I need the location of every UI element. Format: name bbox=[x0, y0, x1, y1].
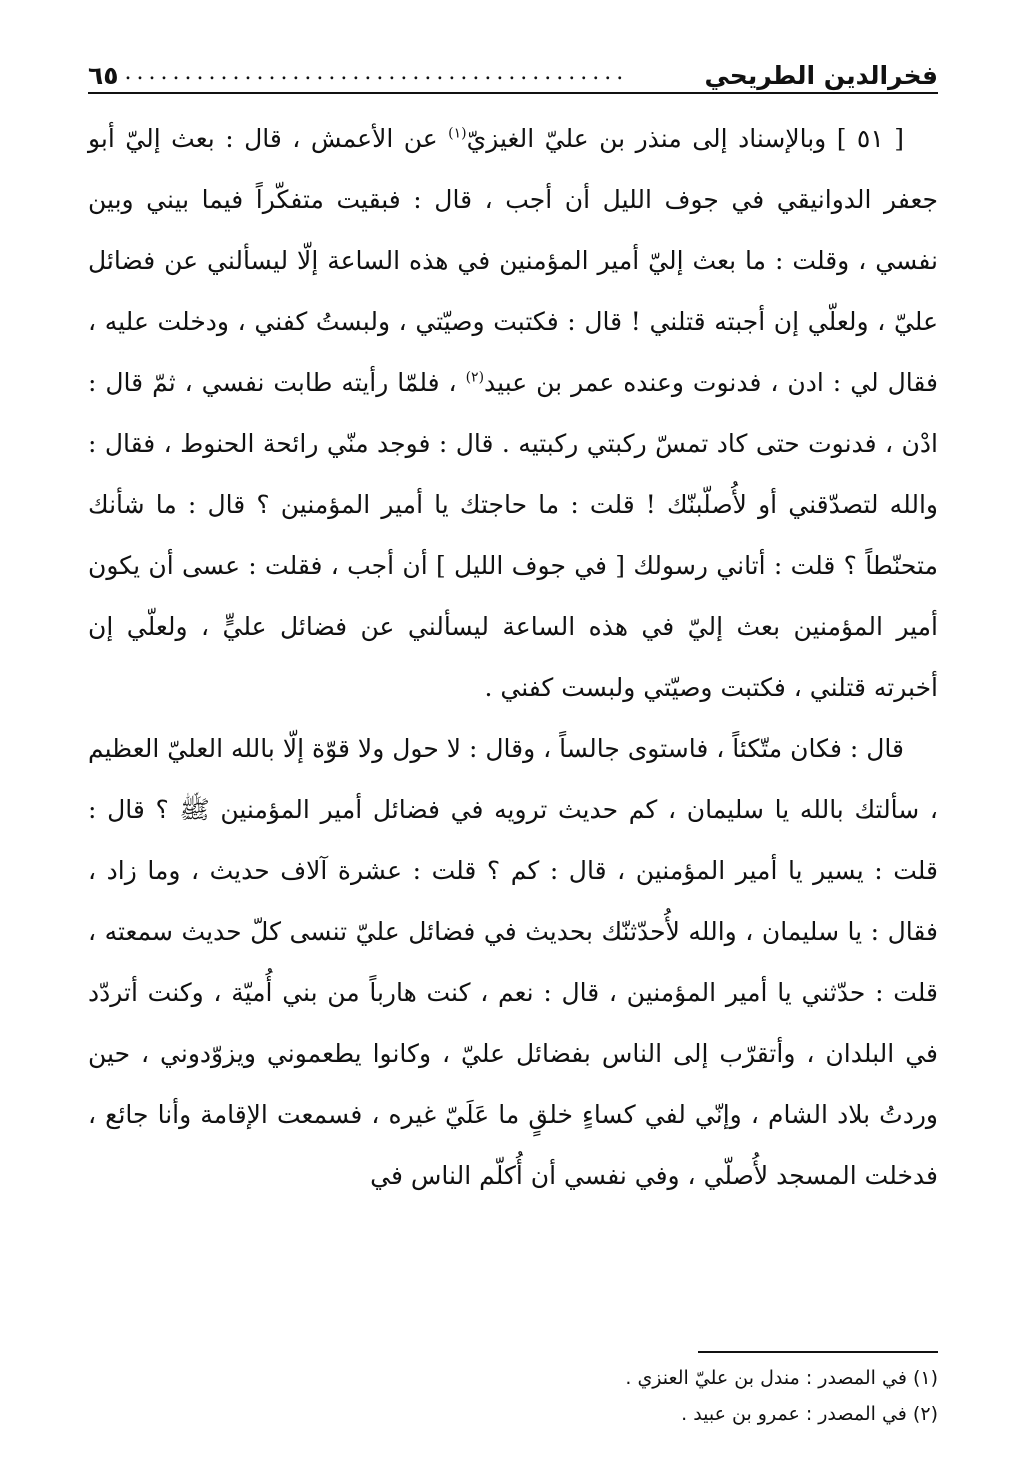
footnote-separator bbox=[698, 1351, 938, 1353]
footnote-1: (١) في المصدر : مندل بن عليّ العنزي . bbox=[625, 1367, 938, 1389]
header-leader-dots: .......................................... bbox=[124, 62, 629, 85]
header-title: فخرالدين الطريحي bbox=[704, 61, 938, 90]
paragraph-51-part-2: عن الأعمش ، قال : بعث إليّ أبو جعفر الدوانيقي في جوف الليل أن أجب ، قال : فبقيت متفكّراً فيما بيني وبين نفسي ، وقلت : ما بعث إليّ أمير المؤمنين في هذه الساعة إلّا ليسألني عن فضائل عليّ ، ولعلّي إن أجبته قتلني ! قال : فكتبت وصيّتي ، ولبستُ كفني ، ودخلت عليه ، فقال لي : ادن ، فدنوت وعنده عمر بن عبيد bbox=[88, 124, 938, 397]
footnote-area bbox=[88, 0, 938, 1477]
paragraph-2: قال : فكان متّكئاً ، فاستوى جالساً ، وقال : لا حول ولا قوّة إلّا بالله العليّ العظيم ، سألتك بالله يا سليمان ، كم حديث ترويه في فضائل أمير المؤمنين ﷺ ؟ قال : قلت : يسير يا أمير المؤمنين ، قال : كم ؟ قلت : عشرة آلاف حديث ، وما زاد ، فقال : يا سليمان ، والله لأُحدّثنّك بحديث في فضائل عليّ تنسى كلّ حديث سمعته ، قلت : حدّثني يا أمير المؤمنين ، قال : نعم ، كنت هارباً من بني أُميّة ، وكنت أتردّد في البلدان ، وأتقرّب إلى الناس بفضائل عليّ ، وكانوا يطعموني ويزوّدوني ، حين وردتُ بلاد الشام ، وإنّي لفي كساءٍ خلقٍ ما عَلَيّ غيره ، فسمعت الإقامة وأنا جائع ، فدخلت المسجد لأُصلّي ، وفي نفسي أن أُكلّم الناس في bbox=[88, 734, 939, 1190]
footnote-ref-1: (١) bbox=[448, 125, 467, 142]
footnotes bbox=[88, 1360, 938, 1432]
footnote-ref-2: (٢) bbox=[465, 369, 485, 386]
footnote-2: (٢) في المصدر : عمرو بن عبيد . bbox=[681, 1403, 938, 1425]
paragraph-51-part-3: ، فلمّا رأيته طابت نفسي ، ثمّ قال : ادْن ، فدنوت حتى كاد تمسّ ركبتي ركبتيه . قال : فوجد منّي رائحة الحنوط ، فقال : والله لتصدّقني أو لأُصلّبنّك ! قلت : ما حاجتك يا أمير المؤمنين ؟ قال : ما شأنك متحنّطاً ؟ قلت : أتاني رسولك [ في جوف الليل ] أن أجب ، فقلت : عسى أن يكون أمير المؤمنين بعث إليّ في هذه الساعة ليسألني عن فضائل عليٍّ ، ولعلّي إن أخبرته قتلني ، فكتبت وصيّتي ولبست كفني . bbox=[88, 368, 938, 702]
page-number: ٦٥ bbox=[88, 61, 119, 90]
paragraph-51-part-1: [ ٥١ ] وبالإسناد إلى منذر بن عليّ الغيزيّ bbox=[466, 124, 905, 153]
